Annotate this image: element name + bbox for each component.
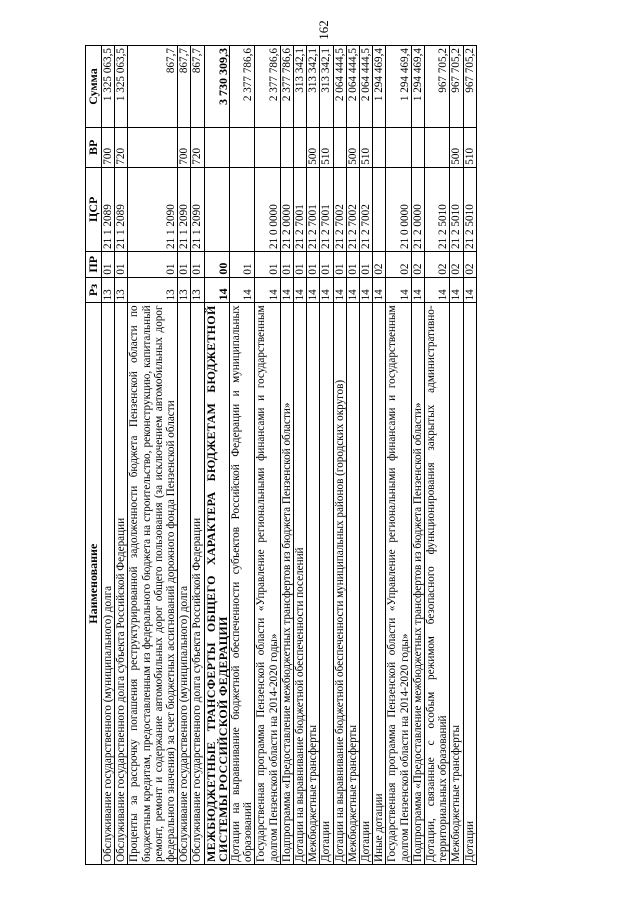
cell-pr: 01: [230, 251, 255, 277]
rotated-page-content: [85, 45, 565, 865]
cell-name: Межбюджетные трансферты: [346, 303, 359, 865]
cell-name: Обслуживание государственного долга субъекта Российской Федерации: [191, 303, 204, 865]
cell-csr: 21 2 7002: [360, 167, 373, 251]
table-row: [115, 46, 128, 865]
cell-name: Подпрограмма «Предоставление межбюджетных трансфертов из бюджета Пензенской области»: [280, 303, 293, 865]
table-row: [360, 46, 373, 865]
cell-name: Обслуживание государственного долга субъекта Российской Федерации: [115, 303, 128, 865]
cell-name: Проценты за рассрочку погашения реструктурированной задолженности бюджета Пензенской области по бюджетным кредитам, предоставленным из федерального бюджета на строительство, реконструкцию, капитальный ремонт, ремонт и содержание автомобильных дорог общего пользования (за исключением автомобильных дорог федерального значения) за счет бюджетных ассигнований дорожного фонда Пензенской области: [128, 303, 178, 865]
cell-pr: 01: [360, 251, 373, 277]
header-name: Наименование: [86, 303, 102, 865]
cell-rz: 14: [360, 277, 373, 303]
cell-csr: 21 2 7001: [307, 167, 320, 251]
cell-pr: 02: [386, 251, 411, 277]
cell-pr: 00: [204, 251, 229, 277]
cell-csr: 21 2 7002: [333, 167, 346, 251]
table-row: [191, 46, 204, 865]
cell-vr: 510: [463, 127, 476, 167]
cell-vr: 500: [346, 127, 359, 167]
header-pr: ПР: [86, 251, 102, 277]
table-body: [102, 46, 477, 865]
cell-rz: 13: [191, 277, 204, 303]
cell-csr: 21 2 7001: [320, 167, 333, 251]
cell-name: Дотации на выравнивание бюджетной обеспеченности муниципальных районов (городских округов): [333, 303, 346, 865]
cell-sum: 867,7: [128, 46, 178, 128]
cell-csr: 21 2 5010: [463, 167, 476, 251]
table-row: [450, 46, 463, 865]
cell-rz: 14: [425, 277, 450, 303]
cell-name: Иные дотации: [373, 303, 386, 865]
cell-pr: 01: [280, 251, 293, 277]
cell-rz: 14: [411, 277, 424, 303]
cell-name: Обслуживание государственного (муниципального) долга: [102, 303, 115, 865]
cell-vr: 700: [178, 127, 191, 167]
cell-pr: 01: [178, 251, 191, 277]
table-row: [204, 46, 229, 865]
cell-csr: 21 2 5010: [450, 167, 463, 251]
table-row: [307, 46, 320, 865]
cell-rz: 14: [255, 277, 280, 303]
cell-pr: 01: [115, 251, 128, 277]
cell-name: Дотации: [320, 303, 333, 865]
cell-pr: 01: [255, 251, 280, 277]
table-row: [320, 46, 333, 865]
page-number: 162: [316, 20, 331, 40]
cell-name: Дотации на выравнивание бюджетной обеспеченности поселений: [294, 303, 307, 865]
cell-sum: 967 705,2: [425, 46, 450, 128]
cell-vr: 720: [191, 127, 204, 167]
cell-sum: 2 064 444,5: [360, 46, 373, 128]
cell-csr: 21 2 0000: [280, 167, 293, 251]
cell-vr: [333, 127, 346, 167]
cell-sum: 1 294 469,4: [411, 46, 424, 128]
table-row: [463, 46, 476, 865]
cell-rz: 14: [463, 277, 476, 303]
cell-pr: 01: [294, 251, 307, 277]
cell-vr: [294, 127, 307, 167]
cell-rz: 14: [373, 277, 386, 303]
cell-sum: 2 377 786,6: [255, 46, 280, 128]
table-row: [280, 46, 293, 865]
cell-name: Дотации, связанные с особым режимом безопасного функционирования закрытых административно-территориальных образований: [425, 303, 450, 865]
cell-pr: 02: [450, 251, 463, 277]
cell-name: Дотации: [360, 303, 373, 865]
cell-pr: 02: [463, 251, 476, 277]
cell-pr: 01: [307, 251, 320, 277]
cell-rz: 14: [204, 277, 229, 303]
cell-csr: 21 1 2089: [115, 167, 128, 251]
cell-sum: 967 705,2: [463, 46, 476, 128]
cell-name: Дотации на выравнивание бюджетной обеспеченности субъектов Российской Федерации и муниципальных образований: [230, 303, 255, 865]
cell-pr: 02: [373, 251, 386, 277]
cell-sum: 1 294 469,4: [373, 46, 386, 128]
table-row: [333, 46, 346, 865]
header-sum: Сумма: [86, 46, 102, 128]
cell-name: Государственная программа Пензенской области «Управление региональными финансами и государственным долгом Пензенской области на 2014-2020 годы»: [386, 303, 411, 865]
cell-rz: 14: [307, 277, 320, 303]
cell-rz: 14: [346, 277, 359, 303]
cell-sum: 313 342,1: [320, 46, 333, 128]
cell-name: Обслуживание государственного (муниципального) долга: [178, 303, 191, 865]
cell-csr: 21 0 0000: [255, 167, 280, 251]
header-vr: ВР: [86, 127, 102, 167]
cell-rz: 14: [294, 277, 307, 303]
cell-sum: 2 064 444,5: [333, 46, 346, 128]
cell-csr: [373, 167, 386, 251]
cell-sum: 867,7: [191, 46, 204, 128]
cell-vr: 510: [320, 127, 333, 167]
cell-sum: 2 064 444,5: [346, 46, 359, 128]
cell-sum: 867,7: [178, 46, 191, 128]
cell-name: Межбюджетные трансферты: [450, 303, 463, 865]
cell-vr: [230, 127, 255, 167]
cell-rz: 14: [450, 277, 463, 303]
cell-rz: 13: [178, 277, 191, 303]
cell-vr: [280, 127, 293, 167]
table-row: [411, 46, 424, 865]
table-row: [230, 46, 255, 865]
cell-csr: 21 2 7002: [346, 167, 359, 251]
cell-pr: 01: [128, 251, 178, 277]
cell-vr: [373, 127, 386, 167]
cell-csr: 21 1 2090: [128, 167, 178, 251]
cell-vr: [204, 127, 229, 167]
table-header-row: [86, 46, 102, 865]
cell-name: Межбюджетные трансферты: [307, 303, 320, 865]
cell-csr: 21 2 5010: [425, 167, 450, 251]
cell-rz: 14: [280, 277, 293, 303]
cell-pr: 01: [191, 251, 204, 277]
cell-csr: 21 1 2089: [102, 167, 115, 251]
cell-rz: 13: [128, 277, 178, 303]
cell-name: Государственная программа Пензенской области «Управление региональными финансами и государственным долгом Пензенской области на 2014-2020 годы»: [255, 303, 280, 865]
cell-rz: 14: [320, 277, 333, 303]
cell-pr: 02: [411, 251, 424, 277]
cell-pr: 01: [346, 251, 359, 277]
table-row: [294, 46, 307, 865]
cell-csr: 21 2 7001: [294, 167, 307, 251]
cell-name: Дотации: [463, 303, 476, 865]
table-row: [102, 46, 115, 865]
cell-csr: [204, 167, 229, 251]
cell-pr: 01: [102, 251, 115, 277]
cell-vr: 500: [450, 127, 463, 167]
cell-sum: 313 342,1: [307, 46, 320, 128]
table-row: [346, 46, 359, 865]
cell-vr: [411, 127, 424, 167]
cell-sum: 2 377 786,6: [230, 46, 255, 128]
cell-sum: 967 705,2: [450, 46, 463, 128]
cell-vr: 500: [307, 127, 320, 167]
header-rz: Рз: [86, 277, 102, 303]
cell-vr: [425, 127, 450, 167]
table-row: [178, 46, 191, 865]
cell-pr: 02: [425, 251, 450, 277]
cell-name: МЕЖБЮДЖЕТНЫЕ ТРАНСФЕРТЫ ОБЩЕГО ХАРАКТЕРА БЮДЖЕТАМ БЮДЖЕТНОЙ СИСТЕМЫ РОССИЙСКОЙ ФЕДЕРАЦИИ: [204, 303, 229, 865]
cell-csr: 21 2 0000: [411, 167, 424, 251]
table-row: [386, 46, 411, 865]
cell-rz: 14: [333, 277, 346, 303]
table-row: [255, 46, 280, 865]
cell-vr: [128, 127, 178, 167]
cell-sum: 1 325 063,5: [115, 46, 128, 128]
cell-sum: 313 342,1: [294, 46, 307, 128]
cell-pr: 01: [333, 251, 346, 277]
cell-vr: [386, 127, 411, 167]
cell-vr: [255, 127, 280, 167]
cell-csr: [230, 167, 255, 251]
cell-name: Подпрограмма «Предоставление межбюджетных трансфертов из бюджета Пензенской области»: [411, 303, 424, 865]
cell-csr: 21 1 2090: [191, 167, 204, 251]
table-row: [425, 46, 450, 865]
table-row: [373, 46, 386, 865]
header-csr: ЦСР: [86, 167, 102, 251]
cell-rz: 14: [386, 277, 411, 303]
cell-vr: 700: [102, 127, 115, 167]
table-row: [128, 46, 178, 865]
cell-csr: 21 1 2090: [178, 167, 191, 251]
cell-sum: 2 377 786,6: [280, 46, 293, 128]
cell-sum: 1 294 469,4: [386, 46, 411, 128]
cell-sum: 1 325 063,5: [102, 46, 115, 128]
cell-csr: 21 0 0000: [386, 167, 411, 251]
cell-vr: 720: [115, 127, 128, 167]
budget-table: [85, 45, 477, 865]
cell-sum: 3 730 309,3: [204, 46, 229, 128]
cell-pr: 01: [320, 251, 333, 277]
cell-rz: 13: [115, 277, 128, 303]
cell-vr: 510: [360, 127, 373, 167]
cell-rz: 13: [102, 277, 115, 303]
cell-rz: 14: [230, 277, 255, 303]
